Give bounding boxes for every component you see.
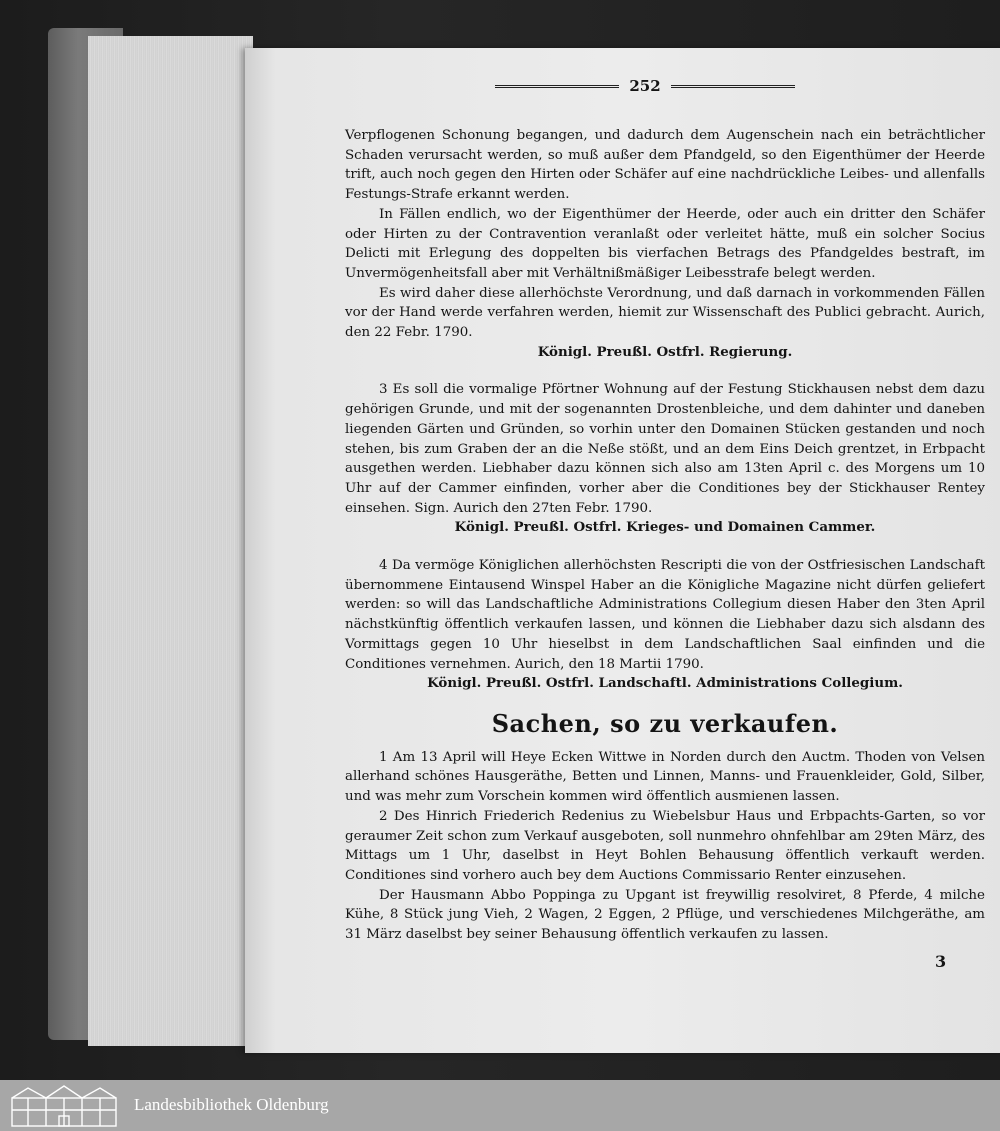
library-building-icon — [8, 1084, 120, 1128]
signature-cammer: Königl. Preußl. Ostfrl. Krieges- und Domainen Cammer. — [454, 519, 876, 536]
library-name: Landesbibliothek Oldenburg — [134, 1095, 329, 1114]
page-text — [345, 126, 985, 945]
header-rule-left — [495, 85, 619, 88]
catchword: 3 — [935, 952, 947, 971]
signature-regierung: Königl. Preußl. Ostfrl. Regierung. — [537, 343, 793, 360]
library-footer — [0, 1080, 1000, 1131]
paragraph-2: In Fällen endlich, wo der Eigenthümer der Heerde, oder auch ein dritter den Schäfer oder Hirten zu der Contravention veranlaßt oder verleitet hätte, muß ein solcher Socius Delicti mit Erlegung des doppelten bis vierfachen Betrags des Pfandgeldes bestraft, im Unvermögenheitsfall aber mit Verhältnißmäßiger Leibesstrafe belegt werden. — [345, 206, 985, 281]
paragraph-1: Verpflogenen Schonung begangen, und dadurch dem Augenschein nach ein beträchtlicher Schaden verursacht werden, so muß außer dem Pfandgeld, so den Eigenthümer der Heerde trift, auch noch gegen den Hirten oder Schäfer auf eine nachdrückliche Leibes- und allenfalls Festungs-Strafe erkannt werden. — [345, 128, 985, 203]
signature-collegium: Königl. Preußl. Ostfrl. Landschaftl. Administrations Collegium. — [427, 675, 903, 692]
page-header — [495, 76, 795, 96]
book-page — [245, 48, 1000, 1053]
page-edges — [88, 36, 253, 1046]
section-heading: Sachen, so zu verkaufen. — [491, 708, 839, 738]
sale-item-1: 1 Am 13 April will Heye Ecken Wittwe in Norden durch den Auctm. Thoden von Velsen allerhand schönes Hausgeräthe, Betten und Linnen, Manns- und Frauenkleider, Gold, Silber, und was mehr zum Vorschein kommen wird öffentlich ausmienen lassen. — [345, 749, 985, 805]
notice-3: 3 Es soll die vormalige Pförtner Wohnung auf der Festung Stickhausen nebst dem dazu gehörigen Grunde, und mit der sogenannten Drostenbleiche, und dem dahinter und daneben liegenden Gärten und Gründen, so vorhin unter den Domainen Stücken gestanden und noch stehen, bis zum Graben der an die Neße stößt, und an dem Eins Deich grentzet, in Erbpacht ausgethen werden. Liebhaber dazu können sich also am 13ten April c. des Morgens um 10 Uhr auf der Cammer einfinden, vorher aber die Conditiones bey der Stickhauser Rentey einsehen. Sign. Aurich den 27ten Febr. 1790. — [345, 382, 985, 516]
sale-item-3: Der Hausmann Abbo Poppinga zu Upgant ist freywillig resolviret, 8 Pferde, 4 milche Kühe, 8 Stück jung Vieh, 2 Wagen, 2 Eggen, 2 Pflüge, und verschiedenes Milchgeräthe, am 31 März daselbst bey seiner Behausung öffentlich verkaufen zu lassen. — [345, 887, 985, 943]
notice-4: 4 Da vermöge Königlichen allerhöchsten Rescripti die von der Ostfriesischen Landschaft übernommene Eintausend Winspel Haber an die Königliche Magazine nicht dürfen geliefert werden: so will das Landschaftliche Administrations Collegium diesen Haber den 3ten April nächstkünftig öffentlich verkaufen lassen, und können die Liebhaber dazu sich alsdann des Vormittags gegen 10 Uhr hieselbst in dem Landschaftlichen Saal einfinden und die Conditiones vernehmen. Aurich, den 18 Martii 1790. — [345, 558, 985, 672]
paragraph-3: Es wird daher diese allerhöchste Verordnung, und daß darnach in vorkommenden Fällen vor der Hand werde verfahren werden, hiemit zur Wissenschaft des Publici gebracht. Aurich, den 22 Febr. 1790. — [345, 285, 985, 341]
page-number: 252 — [629, 77, 661, 95]
header-rule-right — [671, 85, 795, 88]
sale-item-2: 2 Des Hinrich Friederich Redenius zu Wiebelsbur Haus und Erbpachts-Garten, so vor geraumer Zeit schon zum Verkauf ausgeboten, soll nunmehro ohnfehlbar am 29ten März, des Mittags um 1 Uhr, daselbst in Heyt Bohlen Behausung öffentlich verkauft werden. Conditiones sind vorhero auch bey dem Auctions Commissario Renter einzusehen. — [345, 808, 985, 883]
